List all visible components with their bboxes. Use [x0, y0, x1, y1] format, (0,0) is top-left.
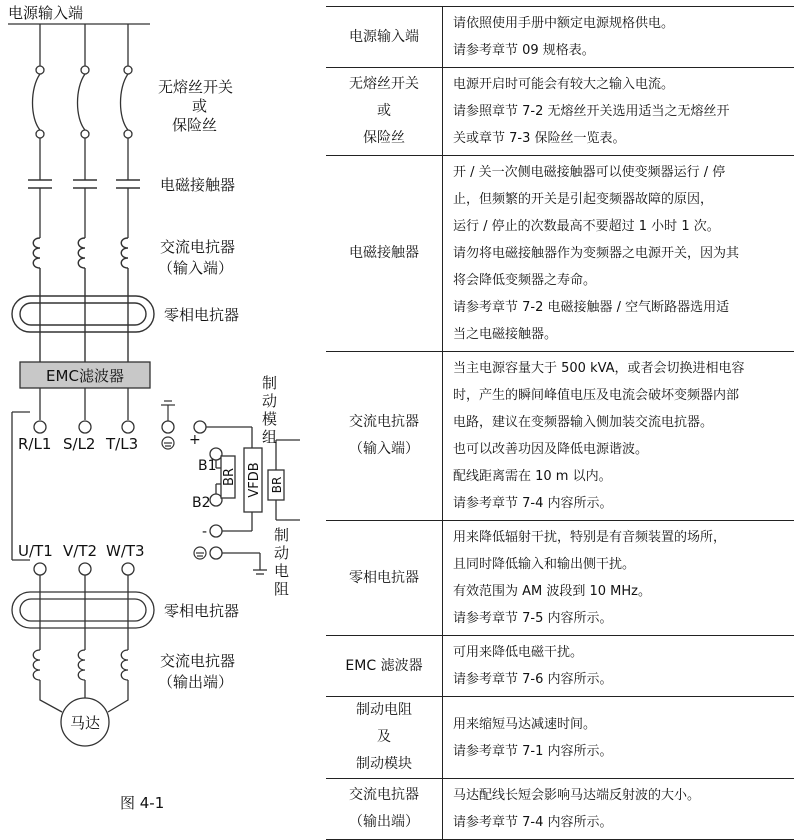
row-component-name: [326, 779, 443, 840]
minus-sign: -: [202, 524, 208, 540]
row-component-name: [326, 352, 443, 521]
component-name-line: 及: [377, 729, 391, 745]
zero-phase-top-symbol: [12, 296, 154, 332]
description-line: 关或章节 7-3 保险丝一览表。: [453, 131, 626, 146]
br-label-1: BR: [222, 468, 237, 486]
row-description: [443, 352, 795, 521]
motor-label: 马达: [69, 714, 101, 732]
table-row: [326, 779, 794, 840]
vfdb-label: VFDB: [247, 462, 262, 498]
breaker-label-1: 无熔丝开关: [158, 78, 234, 96]
brake-resistor-char-4: 阻: [274, 580, 290, 598]
spec-table: [326, 6, 794, 840]
terminal-w: W/T3: [106, 542, 145, 560]
drive-outline: [12, 388, 128, 560]
terminal-s: S/L2: [63, 435, 96, 453]
brake-module-char-3: 模: [262, 410, 278, 428]
component-name-line: 制动模块: [356, 756, 412, 772]
emc-filter-label: EMC滤波器: [46, 367, 124, 385]
row-description: [443, 521, 795, 636]
table-row: [326, 7, 794, 68]
description-line: 请勿将电磁接触器作为变频器之电源开关，因为其: [453, 246, 740, 261]
b2-label: B2: [192, 495, 211, 511]
input-terminals: [34, 421, 174, 433]
row-description: [443, 636, 795, 697]
description-line: 用来降低辐射干扰，特别是有音频装置的场所，: [453, 530, 727, 545]
description-line: 请参考章节 7-6 内容所示。: [453, 672, 613, 687]
breaker-label-3: 保险丝: [172, 116, 218, 134]
breaker-label-2: 或: [192, 97, 208, 115]
description-line: 也可以改善功因及降低电源谐波。: [453, 442, 649, 457]
description-line: 将会降低变频器之寿命。: [453, 273, 597, 288]
row-component-name: [326, 636, 443, 697]
table-row: [326, 156, 794, 352]
row-description: [443, 779, 795, 840]
component-name-line: 交流电抗器: [349, 787, 419, 803]
component-name-line: 保险丝: [363, 130, 405, 146]
row-description: [443, 156, 795, 352]
description-line: 用来缩短马达减速时间。: [453, 716, 597, 732]
ac-reactor-out-label-1: 交流电抗器: [160, 652, 236, 670]
row-component-name: [326, 68, 443, 156]
zero-phase-top-label: 零相电抗器: [164, 306, 240, 324]
zero-phase-bottom-label: 零相电抗器: [164, 602, 240, 620]
description-line: 当主电源容量大于 500 kVA，或者会切换进相电容: [453, 361, 745, 376]
row-description: [443, 7, 795, 68]
brake-module-char-1: 制: [262, 374, 278, 392]
description-line: 请参考章节 7-1 内容所示。: [453, 743, 613, 759]
table-row: [326, 697, 794, 779]
power-bus: [8, 24, 150, 66]
description-line: 时，产生的瞬间峰值电压及电流会破坏变频器内部: [453, 388, 740, 403]
row-component-name: [326, 697, 443, 779]
description-line: 请参考章节 7-2 电磁接触器 / 空气断路器选用适: [453, 300, 730, 315]
contactor-symbol: [28, 180, 140, 188]
component-name-line: 零相电抗器: [349, 569, 419, 586]
component-name-line: 制动电阻: [356, 702, 412, 718]
br-label-2: BR: [270, 476, 284, 494]
component-name-line: 电磁接触器: [349, 245, 419, 261]
component-name-line: EMC 滤波器: [345, 657, 423, 674]
brake-resistor-char-1: 制: [274, 526, 290, 544]
table-row: [326, 521, 794, 636]
component-name-line: （输出端）: [349, 814, 419, 830]
description-line: 电路，建议在变频器输入侧加装交流电抗器。: [453, 415, 714, 430]
ac-reactor-in-symbol: [33, 238, 128, 362]
description-line: 请依照使用手册中额定电源规格供电。: [453, 16, 675, 31]
description-line: 有效范围为 AM 波段到 10 MHz。: [453, 584, 651, 599]
table-row: [326, 636, 794, 697]
figure-caption: 图 4-1: [120, 794, 165, 812]
component-name-line: 交流电抗器: [349, 414, 419, 430]
description-line: 止，但频繁的开关是引起变频器故障的原因，: [453, 192, 714, 207]
output-terminals: [34, 563, 134, 575]
terminal-r: R/L1: [18, 435, 52, 453]
description-line: 请参考章节 7-5 内容所示。: [453, 611, 613, 626]
description-line: 当之电磁接触器。: [453, 327, 558, 342]
component-name-line: 无熔丝开关: [349, 76, 419, 92]
row-description: [443, 68, 795, 156]
table-row: [326, 352, 794, 521]
row-component-name: [326, 156, 443, 352]
ac-reactor-in-label-2: （输入端）: [158, 259, 234, 277]
breaker-symbols: [33, 66, 133, 180]
brake-module-char-2: 动: [262, 392, 278, 410]
component-name-line: 电源输入端: [349, 28, 419, 45]
brake-resistor-char-3: 电: [274, 562, 290, 580]
power-input-label: 电源输入端: [8, 4, 84, 22]
description-line: 配线距离需在 10 m 以内。: [453, 469, 612, 484]
brake-module-char-4: 组: [262, 428, 278, 446]
description-line: 请参照章节 7-2 无熔丝开关选用适当之无熔丝开: [453, 104, 730, 119]
wires-2: [40, 188, 128, 238]
b1-label: B1: [198, 458, 217, 474]
description-line: 开 / 关一次侧电磁接触器可以使变频器运行 / 停: [453, 165, 726, 180]
component-name-line: （输入端）: [349, 441, 419, 457]
ground-bottom-icon: [194, 547, 206, 559]
contactor-label: 电磁接触器: [160, 176, 236, 194]
row-component-name: [326, 7, 443, 68]
description-line: 请参考章节 7-4 内容所示。: [453, 815, 613, 830]
description-line: 请参考章节 7-4 内容所示。: [453, 496, 613, 511]
description-line: 且同时降低输入和输出侧干扰。: [453, 557, 636, 572]
row-description: [443, 697, 795, 779]
wiring-diagram: [0, 0, 320, 835]
ac-reactor-in-label-1: 交流电抗器: [160, 238, 236, 256]
plus-sign: +: [189, 432, 201, 448]
terminal-u: U/T1: [18, 542, 53, 560]
description-line: 可用来降低电磁干扰。: [453, 645, 584, 660]
description-line: 请参考章节 09 规格表。: [453, 43, 595, 58]
ac-reactor-out-label-2: （输出端）: [158, 673, 234, 691]
terminal-t: T/L3: [106, 435, 139, 453]
component-name-line: 或: [377, 103, 391, 119]
description-line: 电源开启时可能会有较大之输入电流。: [453, 77, 675, 92]
row-component-name: [326, 521, 443, 636]
table-row: [326, 68, 794, 156]
description-line: 运行 / 停止的次数最高不要超过 1 小时 1 次。: [453, 219, 720, 234]
description-line: 马达配线长短会影响马达端反射波的大小。: [453, 788, 701, 803]
terminal-v: V/T2: [63, 542, 98, 560]
brake-resistor-char-2: 动: [274, 544, 290, 562]
